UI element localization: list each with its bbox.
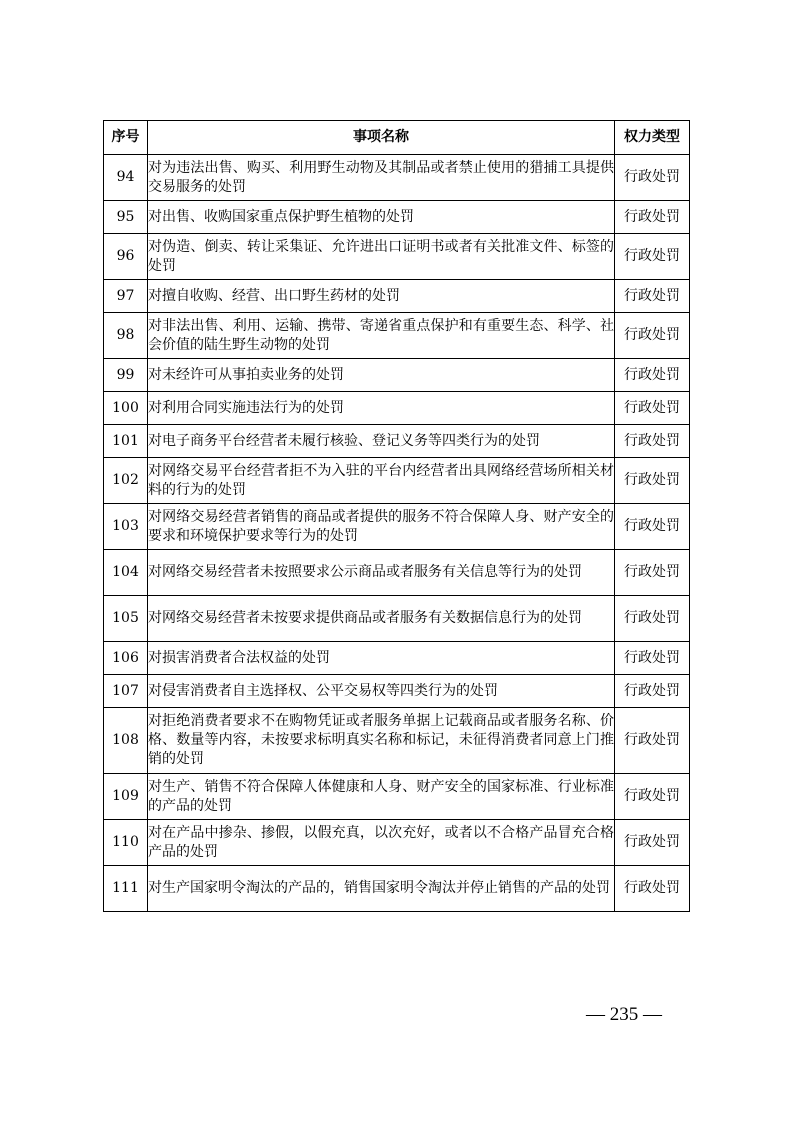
row-seq-cell: 96 [104, 234, 148, 280]
row-seq-cell: 94 [104, 155, 148, 201]
row-seq-cell: 110 [104, 820, 148, 866]
items-table [103, 120, 690, 912]
row-type-cell: 行政处罚 [615, 642, 690, 675]
row-name-cell: 对在产品中掺杂、掺假，以假充真，以次充好，或者以不合格产品冒充合格产品的处罚 [148, 820, 615, 866]
table-row [104, 425, 690, 458]
row-name-cell: 对出售、收购国家重点保护野生植物的处罚 [148, 201, 615, 234]
row-type-cell: 行政处罚 [615, 550, 690, 596]
row-seq-cell: 103 [104, 504, 148, 550]
row-type-cell: 行政处罚 [615, 866, 690, 912]
page-number: — 235 — [586, 1004, 662, 1025]
row-seq-cell: 108 [104, 708, 148, 774]
row-name-cell: 对伪造、倒卖、转让采集证、允许进出口证明书或者有关批准文件、标签的处罚 [148, 234, 615, 280]
row-seq-cell: 111 [104, 866, 148, 912]
row-name-cell: 对网络交易平台经营者拒不为入驻的平台内经营者出具网络经营场所相关材料的行为的处罚 [148, 458, 615, 504]
row-seq-cell: 97 [104, 280, 148, 313]
row-name-cell: 对网络交易经营者未按照要求公示商品或者服务有关信息等行为的处罚 [148, 550, 615, 596]
row-name-cell: 对侵害消费者自主选择权、公平交易权等四类行为的处罚 [148, 675, 615, 708]
row-type-cell: 行政处罚 [615, 280, 690, 313]
row-type-cell: 行政处罚 [615, 708, 690, 774]
table-row [104, 774, 690, 820]
row-type-cell: 行政处罚 [615, 504, 690, 550]
row-name-cell: 对生产、销售不符合保障人体健康和人身、财产安全的国家标准、行业标准的产品的处罚 [148, 774, 615, 820]
row-type-cell: 行政处罚 [615, 155, 690, 201]
row-seq-cell: 99 [104, 359, 148, 392]
row-name-cell: 对为违法出售、购买、利用野生动物及其制品或者禁止使用的猎捕工具提供交易服务的处罚 [148, 155, 615, 201]
table-row [104, 675, 690, 708]
table-row [104, 359, 690, 392]
table-row [104, 550, 690, 596]
table-row [104, 234, 690, 280]
row-name-cell: 对网络交易经营者未按要求提供商品或者服务有关数据信息行为的处罚 [148, 596, 615, 642]
row-type-cell: 行政处罚 [615, 425, 690, 458]
row-seq-cell: 102 [104, 458, 148, 504]
row-type-cell: 行政处罚 [615, 201, 690, 234]
table-row [104, 820, 690, 866]
table-row [104, 458, 690, 504]
row-name-cell: 对拒绝消费者要求不在购物凭证或者服务单据上记载商品或者服务名称、价格、数量等内容，未按要求标明真实名称和标记，未征得消费者同意上门推销的处罚 [148, 708, 615, 774]
table-row [104, 642, 690, 675]
table-header-row [104, 121, 690, 155]
row-name-cell: 对电子商务平台经营者未履行核验、登记义务等四类行为的处罚 [148, 425, 615, 458]
row-type-cell: 行政处罚 [615, 820, 690, 866]
row-type-cell: 行政处罚 [615, 596, 690, 642]
row-seq-cell: 109 [104, 774, 148, 820]
row-type-cell: 行政处罚 [615, 359, 690, 392]
row-seq-cell: 104 [104, 550, 148, 596]
row-name-cell: 对损害消费者合法权益的处罚 [148, 642, 615, 675]
row-type-cell: 行政处罚 [615, 234, 690, 280]
table-row [104, 708, 690, 774]
header-name: 事项名称 [148, 121, 615, 155]
row-seq-cell: 101 [104, 425, 148, 458]
row-seq-cell: 105 [104, 596, 148, 642]
table-row [104, 866, 690, 912]
row-seq-cell: 98 [104, 313, 148, 359]
row-type-cell: 行政处罚 [615, 313, 690, 359]
row-seq-cell: 100 [104, 392, 148, 425]
row-name-cell: 对非法出售、利用、运输、携带、寄递省重点保护和有重要生态、科学、社会价值的陆生野生动物的处罚 [148, 313, 615, 359]
row-name-cell: 对生产国家明令淘汰的产品的，销售国家明令淘汰并停止销售的产品的处罚 [148, 866, 615, 912]
row-name-cell: 对网络交易经营者销售的商品或者提供的服务不符合保障人身、财产安全的要求和环境保护要求等行为的处罚 [148, 504, 615, 550]
row-name-cell: 对擅自收购、经营、出口野生药材的处罚 [148, 280, 615, 313]
table-row [104, 313, 690, 359]
table-row [104, 392, 690, 425]
table-row [104, 596, 690, 642]
header-seq: 序号 [104, 121, 148, 155]
row-seq-cell: 107 [104, 675, 148, 708]
row-type-cell: 行政处罚 [615, 458, 690, 504]
row-type-cell: 行政处罚 [615, 675, 690, 708]
table-row [104, 155, 690, 201]
table-row [104, 201, 690, 234]
row-seq-cell: 95 [104, 201, 148, 234]
row-type-cell: 行政处罚 [615, 774, 690, 820]
row-seq-cell: 106 [104, 642, 148, 675]
row-name-cell: 对利用合同实施违法行为的处罚 [148, 392, 615, 425]
header-type: 权力类型 [615, 121, 690, 155]
row-type-cell: 行政处罚 [615, 392, 690, 425]
row-name-cell: 对未经许可从事拍卖业务的处罚 [148, 359, 615, 392]
table-row [104, 504, 690, 550]
table-row [104, 280, 690, 313]
